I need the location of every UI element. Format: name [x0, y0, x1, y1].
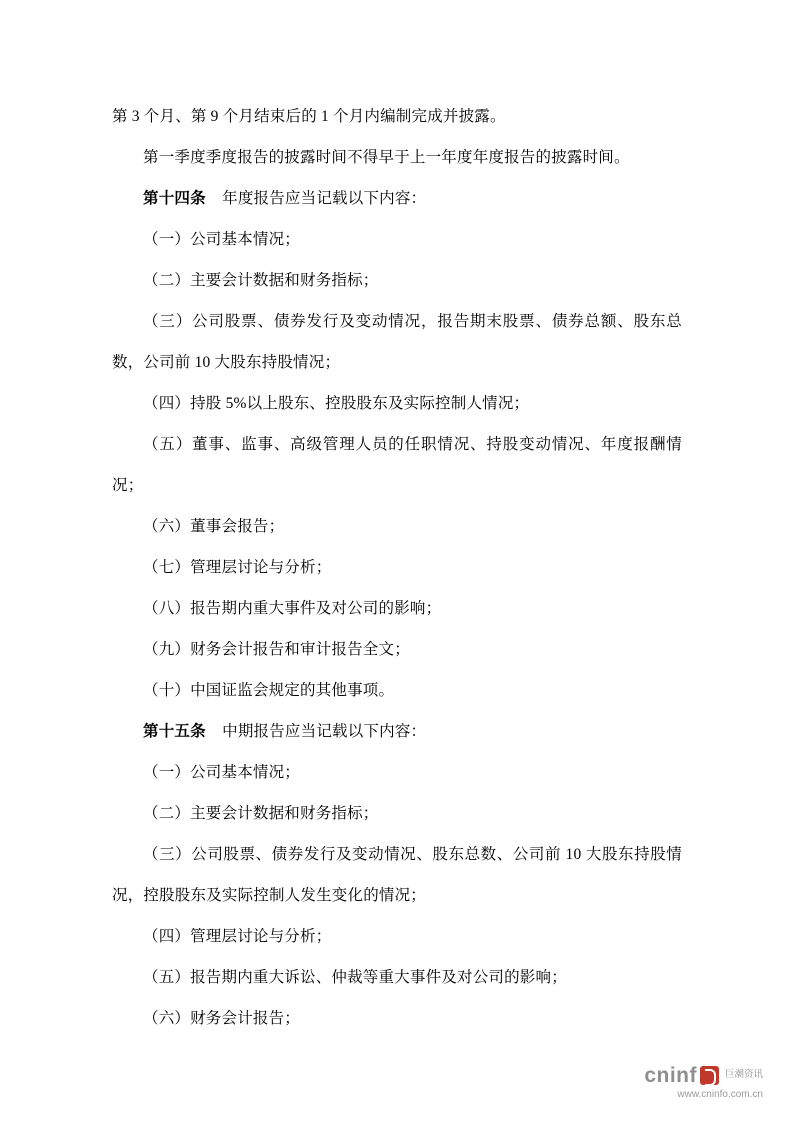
paragraph: 第一季度季度报告的披露时间不得早于上一年度年度报告的披露时间。 [143, 149, 630, 166]
paragraph: （二）主要会计数据和财务指标； [143, 272, 379, 289]
paragraph: （九）财务会计报告和审计报告全文； [143, 641, 410, 658]
article-paragraph [112, 711, 682, 752]
paragraph: （七）管理层讨论与分析； [143, 559, 332, 576]
paragraph: （五）报告期内重大诉讼、仲裁等重大事件及对公司的影响； [143, 969, 567, 986]
watermark-subtitle: 巨潮资讯 [724, 1069, 763, 1081]
article-paragraph [112, 178, 682, 219]
watermark-brand: cninf [644, 1063, 697, 1087]
paragraph: （一）公司基本情况； [143, 764, 301, 781]
paragraph: （六）财务会计报告； [143, 1010, 301, 1027]
paragraph: （三）公司股票、债券发行及变动情况、股东总数、公司前 10 大股东持股情况，控股股东及实际控制人发生变化的情况； [112, 846, 682, 904]
cninfo-logo-icon [700, 1066, 719, 1085]
paragraph: 第 3 个月、第 9 个月结束后的 1 个月内编制完成并披露。 [112, 108, 506, 125]
article-label: 第十四条 [143, 190, 206, 207]
paragraph: （四）管理层讨论与分析； [143, 928, 332, 945]
article-text: 中期报告应当记载以下内容： [222, 723, 427, 740]
article-text: 年度报告应当记载以下内容： [222, 190, 427, 207]
article-label: 第十五条 [143, 723, 206, 740]
paragraph: （二）主要会计数据和财务指标； [143, 805, 379, 822]
document-body [112, 96, 682, 1039]
watermark-brand-row [644, 1064, 763, 1087]
paragraph: （八）报告期内重大事件及对公司的影响； [143, 600, 442, 617]
paragraph: （一）公司基本情况； [143, 231, 301, 248]
paragraph: （十）中国证监会规定的其他事项。 [143, 682, 395, 699]
paragraph: （五）董事、监事、高级管理人员的任职情况、持股变动情况、年度报酬情况； [112, 436, 682, 494]
watermark [644, 1064, 763, 1100]
paragraph: （六）董事会报告； [143, 518, 285, 535]
watermark-url: www.cninfo.com.cn [677, 1089, 763, 1100]
paragraph: （四）持股 5%以上股东、控股股东及实际控制人情况； [143, 395, 530, 412]
paragraph: （三）公司股票、债券发行及变动情况，报告期末股票、债券总额、股东总数，公司前 10 大股东持股情况； [112, 313, 682, 371]
